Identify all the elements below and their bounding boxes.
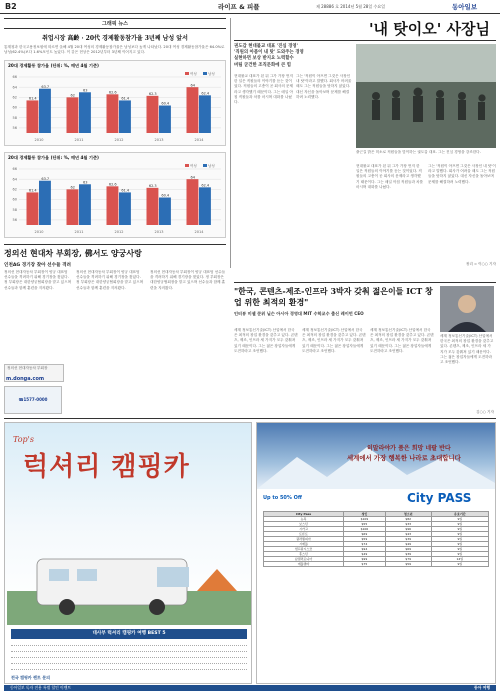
interview-photo <box>440 286 494 332</box>
left-headline: 정의선 현대차 부회장, 佛서도 양궁사랑 <box>4 248 142 258</box>
table-cell: 보스턴 <box>264 522 344 527</box>
bar-남성 <box>119 192 131 225</box>
table-cell: 9일 <box>431 552 488 557</box>
table-cell: 시카고 <box>264 527 344 532</box>
bar-여성 <box>27 192 39 225</box>
data-label: 62.4 <box>201 183 210 188</box>
interview-subhead: 인터뷰 미셸 쿤위 닐슨 아시아 경영대 MIT 수학교수 출신 레이먼 CEO <box>234 311 364 316</box>
y-tick-label: 56 <box>12 126 17 131</box>
table-cell: $82 <box>385 517 431 522</box>
interview-body-3: 세계 정보통신기술(ICT) 산업에서 한국은 최적의 창업 환경을 갖추고 있다. 콘텐츠, 제조, 인프라 세 가지가 모두 갖춰져 있기 때문이다. 그는 젊은 창업자들에게 도전하라고 조언했다. <box>370 328 434 353</box>
interview-article <box>234 286 496 416</box>
data-label: 61.4 <box>28 188 37 193</box>
table-cell: 9일 <box>431 562 488 567</box>
citypass-table <box>263 511 489 567</box>
camping-car-illustration <box>7 541 251 625</box>
x-tick-label: 2014 <box>194 230 204 234</box>
left-article <box>4 248 226 382</box>
web-address[interactable]: m.donga.com <box>6 376 45 382</box>
small-ad-phone: ☎1577-0000 <box>18 397 48 402</box>
table-cell: 휴스턴 <box>264 552 344 557</box>
table-header-cell: 청소년 <box>385 512 431 517</box>
table-cell: 9일 <box>431 527 488 532</box>
chart-1-svg <box>5 71 225 143</box>
table-cell: $39 <box>385 552 431 557</box>
bar-여성 <box>147 188 159 225</box>
y-tick-label: 60 <box>12 197 17 202</box>
bar-여성 <box>107 94 119 133</box>
table-cell: $43 <box>385 532 431 537</box>
data-label: 63.7 <box>41 84 50 89</box>
bar-여성 <box>107 186 119 225</box>
photo-caption: 출근길 밝은 미소로 직원들을 맞이하는 권도갑 대표. 그는 진심 경영을 강조한다. <box>356 150 481 154</box>
bottom-strip-right: 동아 여행 <box>474 685 490 690</box>
interview-body-2: 세계 정보통신기술(ICT) 산업에서 한국은 최적의 창업 환경을 갖추고 있다. 콘텐츠, 제조, 인프라 세 가지가 모두 갖춰져 있기 때문이다. 그는 젊은 창업자들에게 도전하라고 조언했다. <box>302 328 366 353</box>
feature-article <box>234 18 496 280</box>
table-cell: $49 <box>385 542 431 547</box>
chart-2-svg <box>5 163 225 235</box>
list-row <box>11 659 247 664</box>
table-cell: $75 <box>344 562 386 567</box>
x-tick-label: 2011 <box>74 230 84 234</box>
bar-남성 <box>79 92 91 133</box>
data-label: 63 <box>83 88 88 93</box>
feature-body-left: 현대불교 대표가 된 뒤 그가 가장 먼저 한 일은 직원들의 이야기를 듣는 것이었다. 직원들의 고충이 곧 회사의 문제라고 생각했기 때문이다. 그는 매일 아침 직원들과 차를 마시며 대화를 나눴다. <box>234 74 293 105</box>
portrait-illustration <box>440 286 494 332</box>
table-row <box>264 562 489 567</box>
table-cell: 애틀랜타 <box>264 562 344 567</box>
x-tick-label: 2010 <box>34 230 44 234</box>
bar-여성 <box>67 189 79 225</box>
table-cell: 시애틀 <box>264 542 344 547</box>
table-cell: $74 <box>344 542 386 547</box>
table-cell: 14일 <box>431 557 488 562</box>
legend-swatch <box>203 72 207 75</box>
x-tick-label: 2013 <box>154 230 164 234</box>
left-body-2: 정의선 현대자동차 부회장이 양궁 대표팀 선수들을 격려하기 위해 경기장을 찾았다. 정 부회장은 대한양궁협회장을 맡고 있으며 선수들과 함께 훈련을 지켜봤다. <box>76 270 144 290</box>
bar-남성 <box>199 95 211 133</box>
table-cell: 9일 <box>431 542 488 547</box>
y-tick-label: 64 <box>12 85 17 90</box>
table-cell: $49 <box>344 552 386 557</box>
x-tick-label: 2012 <box>114 138 124 142</box>
data-label: 62.3 <box>148 184 157 189</box>
legend-label: 남성 <box>208 71 215 76</box>
table-cell: 9일 <box>431 517 488 522</box>
list-row <box>11 647 247 652</box>
table-cell: 남캘리포니아 <box>264 557 344 562</box>
data-label: 64 <box>190 175 195 180</box>
bar-남성 <box>79 184 91 225</box>
small-ad-box[interactable] <box>4 386 62 414</box>
table-cell: 샌프란시스코 <box>264 547 344 552</box>
newspaper-logo: 동아일보 <box>452 3 478 11</box>
data-label: 60.4 <box>161 101 170 106</box>
feature-body-right: 그는 '직원이 아프면 그것은 사장인 내 탓'이라고 말했다. 회사가 어려울 때도 그는 직원들을 탓하지 않았다. 대신 자신을 돌아보며 문제를 해결하려 노력했다. <box>296 74 352 99</box>
table-cell: $94 <box>344 547 386 552</box>
table-cell: $79 <box>385 557 431 562</box>
legend-swatch <box>185 164 189 167</box>
table-cell: 뉴욕 <box>264 517 344 522</box>
interview-headline: "한국, 콘텐츠-제조-인프라 3박자 갖춰 젊은이들 ICT 창업 위한 최적의 환경" <box>234 286 433 307</box>
table-header-cell: 성인 <box>344 512 386 517</box>
data-label: 62.4 <box>201 91 210 96</box>
y-tick-label: 62 <box>12 95 17 100</box>
table-cell: $96 <box>385 527 431 532</box>
table-cell: 토론토 <box>264 532 344 537</box>
table-cell: 9일 <box>431 522 488 527</box>
x-tick-label: 2012 <box>114 230 124 234</box>
table-cell: $109 <box>344 517 386 522</box>
citypass-table-wrap <box>263 511 489 567</box>
citypass-logo: City PASS <box>407 491 472 505</box>
legend-label: 여성 <box>190 71 197 76</box>
table-cell: $33 <box>385 522 431 527</box>
section-title: 라이프 & 피플 <box>218 3 260 11</box>
ad-rule <box>4 418 496 419</box>
interview-rule <box>234 282 496 283</box>
table-cell: $39 <box>385 537 431 542</box>
graph-news-label: 그래픽 뉴스 <box>4 18 226 29</box>
citypass-top-line1: 히말라야가 품은 희망 네팔 반다 <box>367 445 451 452</box>
bar-여성 <box>67 97 79 133</box>
legend-label: 남성 <box>208 163 215 168</box>
camping-ad-list <box>11 641 247 673</box>
x-tick-label: 2014 <box>194 138 204 142</box>
table-cell: $99 <box>344 557 386 562</box>
bar-남성 <box>199 187 211 225</box>
data-label: 62.6 <box>108 182 117 187</box>
people-illustration <box>356 44 496 148</box>
page-number: B2 <box>5 2 17 11</box>
data-label: 64 <box>190 83 195 88</box>
citypass-discount: Up to 50% Off <box>263 495 302 501</box>
list-row <box>11 653 247 658</box>
column-divider <box>230 18 231 268</box>
list-row <box>11 641 247 646</box>
table-cell: $69 <box>385 547 431 552</box>
x-tick-label: 2013 <box>154 138 164 142</box>
table-cell: 9일 <box>431 537 488 542</box>
feature-rule <box>234 40 496 41</box>
bottom-strip <box>4 685 496 691</box>
chart-1-title: 20대 경제활동 참가율 (단위: %, 매년 4월 기준) <box>8 63 99 68</box>
feature-deck: 권도갑 현대불교 대표 '진심 경영' '직원의 아픔이 내 탓' 도와주는 경영 실현하면 보상 받지요 노력할수 버팀 굳건한 조직문화에 큰 힘 <box>234 44 304 68</box>
table-cell: $106 <box>344 527 386 532</box>
table-cell: 9일 <box>431 547 488 552</box>
table-cell: $69 <box>344 532 386 537</box>
x-tick-label: 2011 <box>74 138 84 142</box>
table-header-cell: 유효기간 <box>431 512 488 517</box>
table-cell: 필라델피아 <box>264 537 344 542</box>
promo-caption: 정의선 현대자동차 부회장 <box>7 366 48 370</box>
y-tick-label: 58 <box>12 115 17 120</box>
citypass-top-line2: 세계에서 가장 행복한 나라로 초대합니다 <box>347 454 461 462</box>
page-header <box>0 0 500 14</box>
bar-여성 <box>147 96 159 133</box>
x-tick-label: 2010 <box>34 138 44 142</box>
y-tick-label: 64 <box>12 177 17 182</box>
citypass-ad[interactable] <box>256 422 496 684</box>
camping-ad-banner: 대사부 럭셔리 캠핑카 여행 BEST 5 <box>11 629 247 639</box>
data-label: 60.4 <box>161 193 170 198</box>
table-cell: $55 <box>344 522 386 527</box>
feature-headline: '내 탓이오' 사장님 <box>368 20 490 38</box>
table-cell: $59 <box>385 562 431 567</box>
participation-chart-1 <box>4 60 226 146</box>
bar-남성 <box>159 198 171 225</box>
bar-남성 <box>39 89 51 133</box>
bar-여성 <box>27 100 39 133</box>
bar-남성 <box>39 181 51 225</box>
bar-남성 <box>119 100 131 133</box>
legend-swatch <box>185 72 189 75</box>
graph-news-headline: 취업시장 高齡 · 20代 경제활동참가율 3년째 남성 앞서 <box>42 35 188 42</box>
bottom-strip-text: 동아일보 독자 전용 특별 할인 이벤트 <box>10 685 72 690</box>
y-tick-label: 66 <box>12 167 17 172</box>
bar-여성 <box>187 179 199 225</box>
y-tick-label: 56 <box>12 218 17 223</box>
bar-여성 <box>187 87 199 133</box>
data-label: 61.4 <box>28 96 37 101</box>
graph-news-body: 통계청과 한국고용정보원에 따르면 올해 4월 20대 여성의 경제활동참가율은 남성보다 높게 나타났다. 20대 여성 경제활동참가율은 64.0%로 남성(62.4%)보다 1.6%포인트 높았다. 이 같은 현상은 2012년부터 3년째 이어지고 있다. <box>4 45 225 55</box>
graph-news-section <box>4 18 226 238</box>
interview-body-4: 세계 정보통신기술(ICT) 산업에서 한국은 최적의 창업 환경을 갖추고 있다. 콘텐츠, 제조, 인프라 세 가지가 모두 갖춰져 있기 때문이다. 그는 젊은 창업자들에게 도전하라고 조언했다. <box>440 334 494 365</box>
y-tick-label: 62 <box>12 187 17 192</box>
list-row <box>11 665 247 670</box>
left-rule <box>4 244 226 245</box>
camping-ad-brand: Top's <box>13 435 34 444</box>
interview-byline: 김○○ 기자 <box>476 410 494 414</box>
y-tick-label: 60 <box>12 105 17 110</box>
data-label: 62.6 <box>108 90 117 95</box>
y-tick-label: 66 <box>12 75 17 80</box>
feature-body-cont-2: 그는 '직원이 아프면 그것은 사장인 내 탓'이라고 말했다. 회사가 어려울 때도 그는 직원들을 탓하지 않았다. 대신 자신을 돌아보며 문제를 해결하려 노력했다. <box>428 164 496 184</box>
participation-chart-2 <box>4 152 226 238</box>
citypass-top-banner <box>257 423 495 489</box>
table-cell: $59 <box>344 537 386 542</box>
y-tick-label: 58 <box>12 207 17 212</box>
left-body-1: 정의선 현대자동차 부회장이 양궁 대표팀 선수들을 격려하기 위해 경기장을 찾았다. 정 부회장은 대한양궁협회장을 맡고 있으며 선수들과 함께 훈련을 지켜봤다. <box>4 270 72 290</box>
issue-date: 제 28886 호 2014년 5월 28일 수요일 <box>316 4 386 9</box>
interview-body-1: 세계 정보통신기술(ICT) 산업에서 한국은 최적의 창업 환경을 갖추고 있다. 콘텐츠, 제조, 인프라 세 가지가 모두 갖춰져 있기 때문이다. 그는 젊은 창업자들에게 도전하라고 조언했다. <box>234 328 298 353</box>
table-header-cell: City Pass <box>264 512 344 517</box>
data-label: 63.7 <box>41 176 50 181</box>
feature-body-cont-1: 현대불교 대표가 된 뒤 그가 가장 먼저 한 일은 직원들의 이야기를 듣는 것이었다. 직원들의 고충이 곧 회사의 문제라고 생각했기 때문이다. 그는 매일 아침 직원들과 차를 마시며 대화를 나눴다. <box>356 164 424 189</box>
camping-car-ad[interactable] <box>4 422 252 684</box>
camping-ad-title: 럭셔리 캠핑카 <box>23 452 190 482</box>
bar-남성 <box>159 106 171 133</box>
legend-label: 여성 <box>190 163 197 168</box>
left-body-3: 정의선 현대자동차 부회장이 양궁 대표팀 선수들을 격려하기 위해 경기장을 찾았다. 정 부회장은 대한양궁협회장을 맡고 있으며 선수들과 함께 훈련을 지켜봤다. <box>150 270 226 290</box>
data-label: 62 <box>70 93 75 98</box>
left-subhead: 인천AG 경기장 찾아 선수들 격려 <box>4 263 71 268</box>
data-label: 62 <box>70 185 75 190</box>
data-label: 61.4 <box>121 96 130 101</box>
data-label: 62.3 <box>148 92 157 97</box>
data-label: 61.4 <box>121 188 130 193</box>
feature-photo <box>356 44 496 148</box>
legend-swatch <box>203 164 207 167</box>
feature-reporter: 정리 = 이○○ 기자 <box>465 262 496 266</box>
chart-2-title: 20대 경제활동 참가율 (단위: %, 매년 4월 기준) <box>8 155 99 160</box>
data-label: 63 <box>83 180 88 185</box>
camping-ad-footer: 전국 캠핑카 렌트 문의 <box>11 675 50 680</box>
table-cell: 9일 <box>431 532 488 537</box>
